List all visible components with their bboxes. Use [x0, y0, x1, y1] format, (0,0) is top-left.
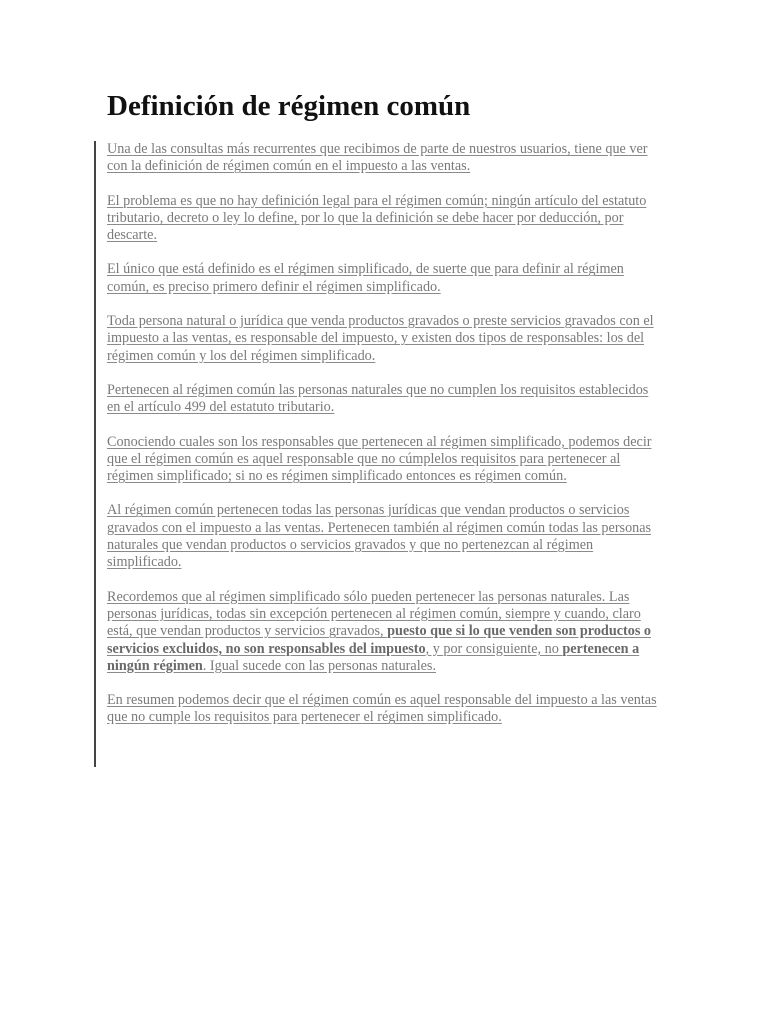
- paragraph-problem: El problema es que no hay definición legal para el régimen común; ningún artículo del estatuto tributario, decreto o ley lo define, por lo que la definición se debe hacer por deducción, por descarte.: [107, 192, 647, 244]
- revision-change-bar: [94, 141, 96, 767]
- paragraph-recordemos-text-3: . Igual sucede con las personas naturales.: [202, 657, 437, 674]
- paragraph-recordemos-bold-1: puesto que si lo que venden son productos o servicios excluidos, no son responsables del impuesto: [107, 623, 651, 657]
- page-title: Definición de régimen común: [107, 90, 471, 122]
- document-body: [107, 141, 663, 744]
- paragraph-conociendo: Conociendo cuales son los responsables que pertenecen al régimen simplificado, podemos decir que el régimen común es aquel responsable que no cúmplelos requisitos para pertenecer al régimen simplificado; si no es régimen simplificado entonces es régimen común.: [107, 433, 652, 485]
- paragraph-simplified-defined: El único que está definido es el régimen simplificado, de suerte que para definir al régimen común, es preciso primero definir el régimen simplificado.: [107, 261, 624, 295]
- paragraph-responsables: Toda persona natural o jurídica que venda productos gravados o preste servicios gravados con el impuesto a las ventas, es responsable del impuesto, y existen dos tipos de responsables: los del régimen común y los del régimen simplificado.: [107, 313, 654, 364]
- paragraph-recordemos-bold-2: pertenecen a ningún régimen: [107, 640, 640, 674]
- paragraph-recordemos: [107, 589, 663, 675]
- paragraph-recordemos-text-1: Recordemos que al régimen simplificado sólo pueden pertenecer las personas naturales. Las personas jurídicas, todas sin excepción pertenecen al régimen común, siempre y cuando, claro está, que vendan productos y servicios gravados,: [107, 588, 641, 640]
- paragraph-recordemos-text-2: , y por consiguiente, no: [425, 640, 563, 657]
- paragraph-juridicas: Al régimen común pertenecen todas las personas jurídicas que vendan productos o servicios gravados con el impuesto a las ventas. Pertenecen también al régimen común todas las personas naturales que vendan productos o servicios gravados y que no pertenezcan al régimen simplificado.: [107, 502, 652, 571]
- paragraph-article-499: Pertenecen al régimen común las personas naturales que no cumplen los requisitos establecidos en el artículo 499 del estatuto tributario.: [107, 381, 649, 416]
- paragraph-resumen: En resumen podemos decir que el régimen común es aquel responsable del impuesto a las ventas que no cumple los requisitos para pertenecer el régimen simplificado.: [107, 692, 657, 726]
- paragraph-intro: Una de las consultas más recurrentes que recibimos de parte de nuestros usuarios, tiene que ver con la definición de régimen común en el impuesto a las ventas.: [107, 141, 648, 175]
